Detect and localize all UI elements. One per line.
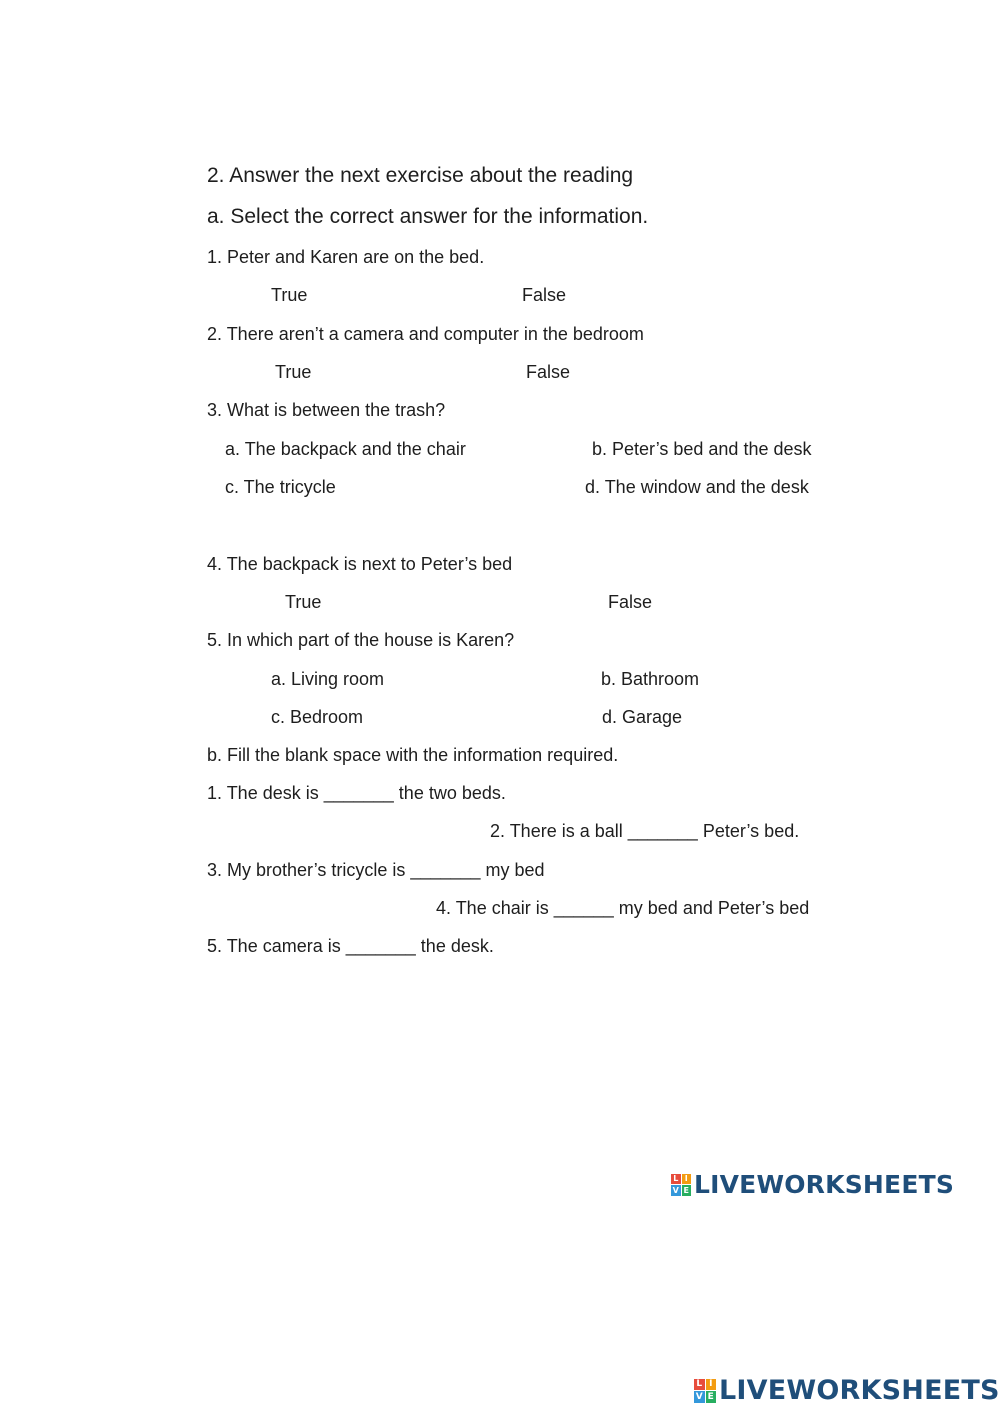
section-b-title: b. Fill the blank space with the information required. — [207, 745, 619, 765]
section-a-title: a. Select the correct answer for the information. — [207, 205, 649, 228]
logo-tiles-icon — [671, 1174, 691, 1196]
liveworksheets-logo — [671, 1170, 954, 1199]
logo-tile: E — [682, 1185, 692, 1196]
q5-option-c[interactable]: c. Bedroom — [271, 707, 364, 727]
q3-option-b[interactable]: b. Peter’s bed and the desk — [592, 439, 812, 459]
exercise-heading: 2. Answer the next exercise about the reading — [207, 164, 634, 187]
logo-tile: V — [672, 1185, 679, 1195]
q2-option-false[interactable]: False — [526, 362, 571, 382]
logo-tile: L — [694, 1379, 705, 1391]
question-4: 4. The backpack is next to Peter’s bed — [207, 554, 513, 574]
fill-blank-item[interactable]: 3. My brother’s tricycle is _______ my bed — [207, 860, 545, 880]
logo-text: LIVEWORKSHEETS — [719, 1375, 1000, 1406]
question-2: 2. There aren’t a camera and computer in the bedroom — [207, 324, 644, 344]
question-5: 5. In which part of the house is Karen? — [207, 630, 515, 650]
logo-tile: L — [671, 1174, 681, 1185]
q3-option-a[interactable]: a. The backpack and the chair — [225, 439, 466, 459]
q1-option-true[interactable]: True — [271, 285, 308, 305]
q5-option-d[interactable]: d. Garage — [602, 707, 683, 727]
fill-blank-item[interactable]: 2. There is a ball _______ Peter’s bed. — [490, 821, 800, 841]
logo-tiles-icon — [694, 1379, 716, 1403]
fill-blank-item[interactable]: 5. The camera is _______ the desk. — [207, 936, 494, 956]
q5-option-a[interactable]: a. Living room — [271, 669, 385, 689]
fill-blank-item[interactable]: 1. The desk is _______ the two beds. — [207, 783, 506, 803]
question-1: 1. Peter and Karen are on the bed. — [207, 247, 485, 267]
q4-option-true[interactable]: True — [285, 592, 322, 612]
question-3: 3. What is between the trash? — [207, 400, 446, 420]
liveworksheets-logo-footer — [694, 1375, 1000, 1406]
q3-option-c[interactable]: c. The tricycle — [225, 477, 336, 497]
logo-tile: V — [695, 1391, 703, 1402]
q5-option-b[interactable]: b. Bathroom — [601, 669, 700, 689]
fill-blank-item[interactable]: 4. The chair is ______ my bed and Peter’s bed — [436, 898, 810, 918]
logo-tile: I — [682, 1174, 692, 1185]
logo-tile: I — [706, 1379, 717, 1391]
logo-tile: E — [706, 1391, 717, 1403]
q3-option-d[interactable]: d. The window and the desk — [585, 477, 809, 497]
q2-option-true[interactable]: True — [275, 362, 312, 382]
logo-text: LIVEWORKSHEETS — [694, 1170, 955, 1199]
q4-option-false[interactable]: False — [608, 592, 653, 612]
q1-option-false[interactable]: False — [522, 285, 567, 305]
